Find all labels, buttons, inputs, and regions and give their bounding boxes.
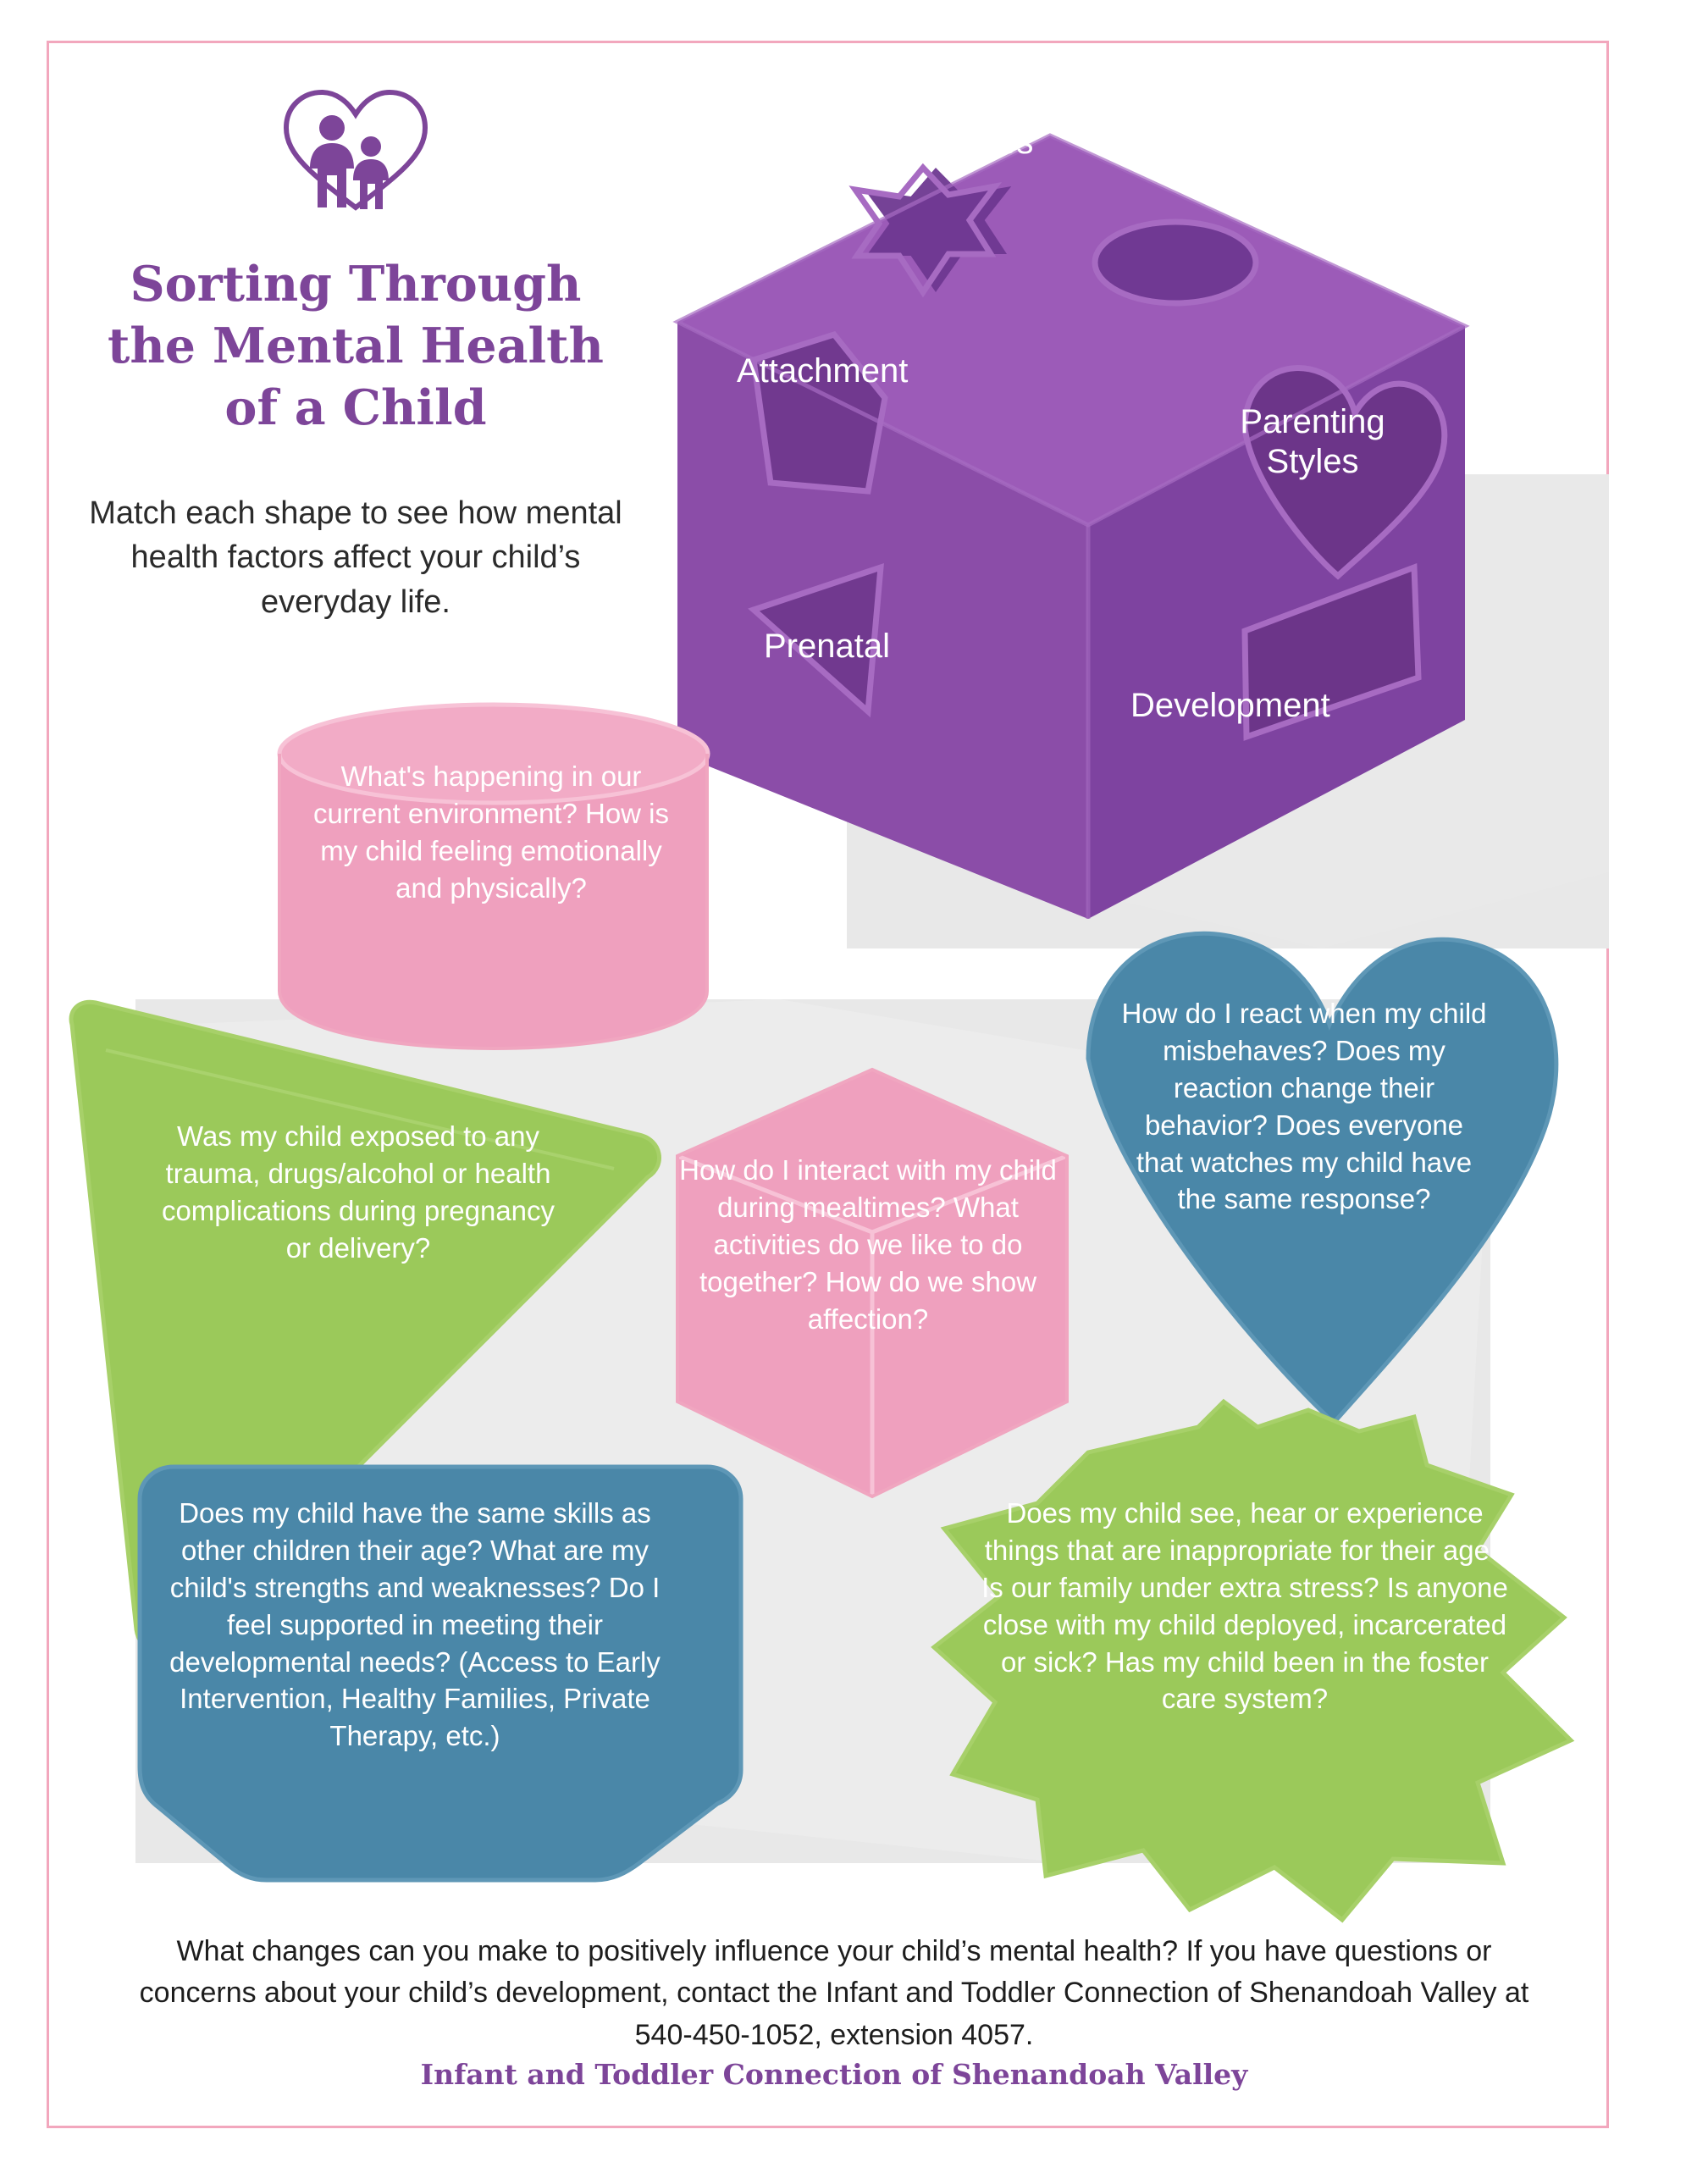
page-subtitle: Match each shape to see how mental health factors affect your child’s everyday life. — [89, 495, 622, 620]
shape-parenting-text: How do I react when my child misbehaves? Does my reaction change their behavior? Does everyone that watches my child have the same response? — [1121, 998, 1487, 1215]
page-title-line3: of a Child — [224, 379, 487, 436]
cube-label-parenting-line1: Parenting — [1240, 403, 1385, 440]
cube-label-development: Development — [1130, 687, 1330, 724]
footer-organization: Infant and Toddler Connection of Shenandoah Valley — [420, 2058, 1248, 2091]
cube-label-parenting-line2: Styles — [1266, 443, 1359, 481]
cube-label-influences: Influences — [879, 124, 1034, 161]
shape-prenatal-text: Was my child exposed to any trauma, drugs/alcohol or health complications during pregnancy or delivery? — [161, 1120, 556, 1264]
page-title — [76, 254, 635, 440]
page-title-line1: Sorting Through — [130, 256, 582, 312]
shape-development-text: Does my child have the same skills as other children their age? What are my child's strengths and weaknesses? Do I feel supported in meeting their developmental needs? (Access to Early Intervention, Healthy Families, Private Therapy, etc.) — [169, 1497, 661, 1752]
cube-label-attachment: Attachment — [737, 352, 909, 390]
cube-label-parenting-styles — [1207, 402, 1418, 482]
shape-influences-text: Does my child see, hear or experience things that are inappropriate for their age? Is our family under extra stress? Is anyone close with my child deployed, incarcerated or sick? Has my child been in the foster care system? — [981, 1497, 1508, 1715]
cube-label-environment: Environment — [1109, 119, 1300, 157]
cube-label-prenatal: Prenatal — [764, 628, 890, 665]
page-title-line2: the Mental Health — [108, 317, 604, 374]
family-heart-logo-icon — [279, 80, 432, 216]
footer-text: What changes can you make to positively influence your child’s mental health? If you have questions or concerns about your child’s development, contact the Infant and Toddler Connection of Shenandoah Valley at 540-450-1052, extension 4057. — [139, 1935, 1529, 2051]
shape-sorter-cube — [652, 119, 1507, 982]
cube-graphic — [652, 127, 1507, 982]
shape-environment-text: What's happening in our current environment? How is my child feeling emotionally and physically? — [313, 760, 670, 904]
shape-attachment-text: How do I interact with my child during mealtimes? What activities do we like to do together? How do we show affection? — [679, 1154, 1057, 1335]
